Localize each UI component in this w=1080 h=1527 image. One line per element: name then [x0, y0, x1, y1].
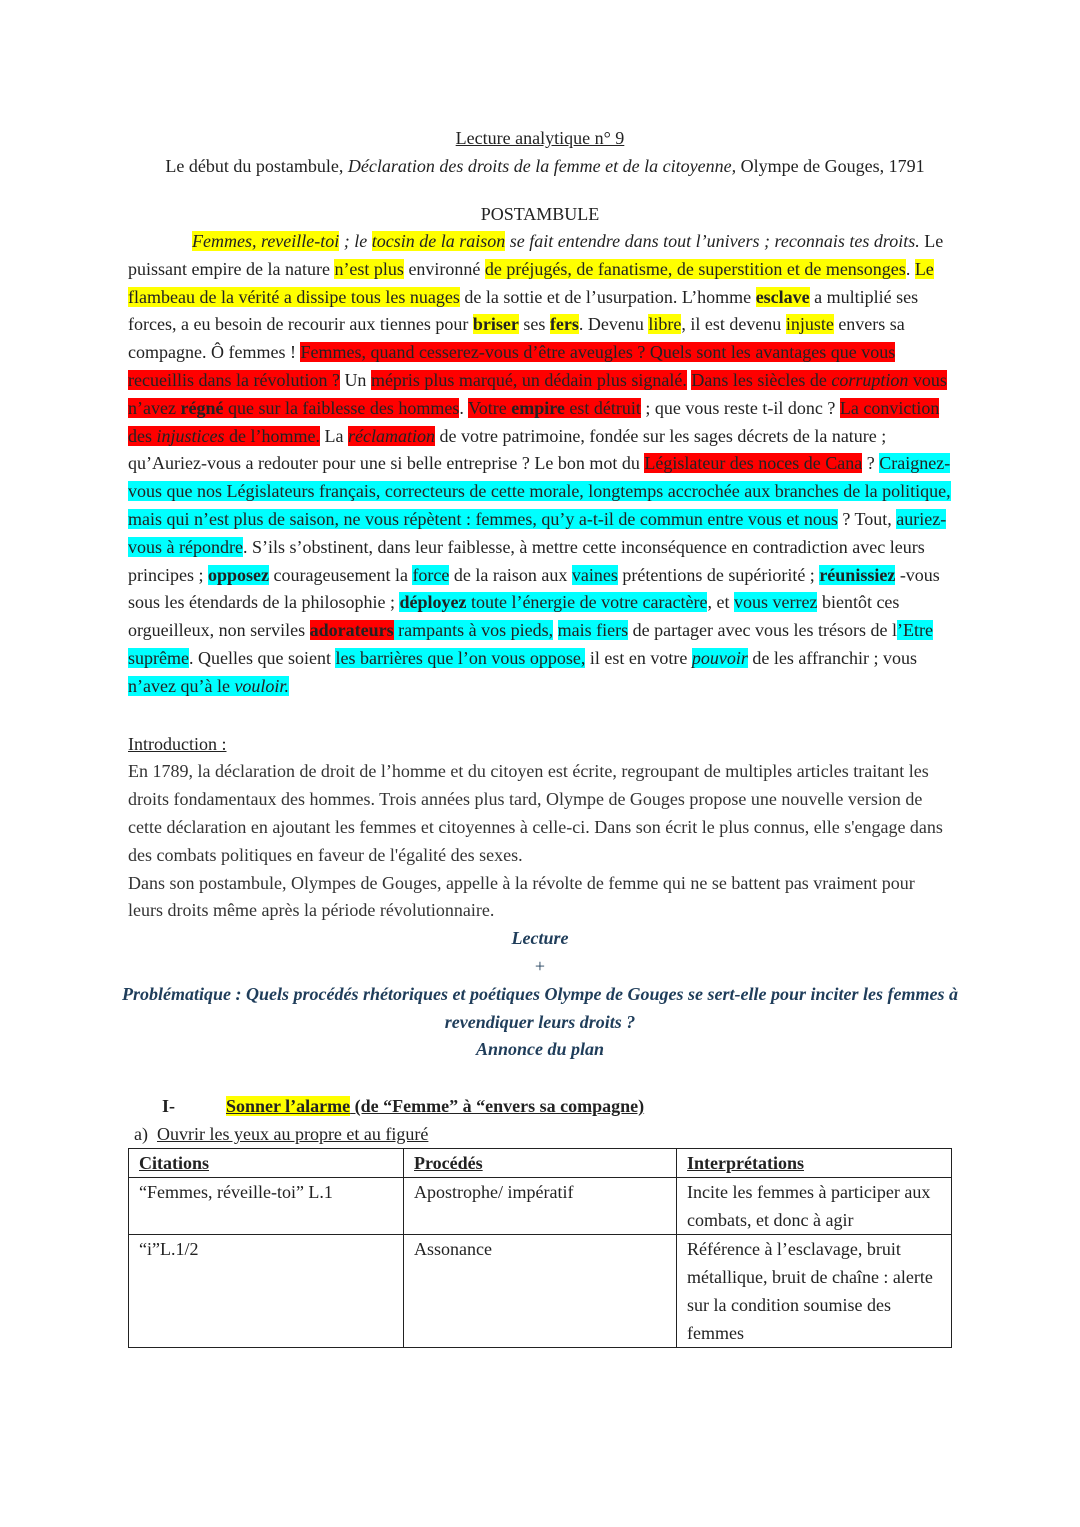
postambule-heading: POSTAMBULE [480, 204, 600, 224]
introduction-section [122, 731, 958, 1065]
plus-sign: + [534, 955, 546, 976]
part-1-heading [128, 1092, 952, 1120]
part-1-title-highlight: Sonner l’alarme [226, 1096, 351, 1117]
table-header-citations: Citations [129, 1149, 404, 1178]
introduction-paragraph-1: En 1789, la déclaration de droit de l’homme et du citoyen est écrite, regroupant de multiples articles traitant les droits fondamentaux des hommes. Trois années plus tard, Olympe de Gouges propose une nouvelle version de cette déclaration en ajoutant les femmes et citoyennes à celle-ci. Dans son écrit le plus connus, elle s'engage dans des combats politiques en faveur de l'égalité des sexes. [128, 761, 943, 865]
part-1-title-rest: (de “Femme” à “envers sa compagne) [350, 1096, 645, 1117]
part-1-subsection: a) Ouvrir les yeux au propre et au figuré [134, 1124, 429, 1145]
introduction-heading: Introduction : [128, 733, 227, 754]
lecture-label: Lecture [511, 928, 569, 949]
part-1-number: I- [162, 1096, 175, 1117]
table-cell: Référence à l’esclavage, bruit métallique, bruit de chaîne : alerte sur la condition soumise des femmes [677, 1235, 952, 1348]
table-header-row [129, 1149, 952, 1178]
table-header-procedes: Procédés [404, 1149, 677, 1178]
table-cell: Apostrophe/ impératif [404, 1178, 677, 1235]
document-page [122, 124, 958, 1348]
table-cell: Incite les femmes à participer aux combats, et donc à agir [677, 1178, 952, 1235]
document-subtitle: Le début du postambule, Déclaration des droits de la femme et de la citoyenne, Olympe de Gouges, 1791 [165, 156, 925, 176]
introduction-paragraph-2: Dans son postambule, Olympes de Gouges, appelle à la révolte de femme qui ne se battent pas vraiment pour leurs droits même après la période révolutionnaire. [128, 872, 915, 921]
document-title: Lecture analytique n° 9 [455, 128, 625, 148]
table-row [129, 1178, 952, 1235]
table-cell: “Femmes, réveille-toi” L.1 [129, 1178, 404, 1235]
problematique: Problématique : Quels procédés rhétoriques et poétiques Olympe de Gouges se sert-elle pour inciter les femmes à revendiquer leurs droits ? [122, 983, 958, 1032]
table-cell: “i”L.1/2 [129, 1235, 404, 1348]
postambule-text [128, 228, 952, 701]
annonce-du-plan: Annonce du plan [475, 1039, 605, 1060]
table-cell: Assonance [404, 1235, 677, 1348]
table-header-interpretations: Interprétations [677, 1149, 952, 1178]
analysis-table [128, 1148, 952, 1348]
postambule-paragraph: Femmes, reveille-toi ; le tocsin de la raison se fait entendre dans tout l’univers ; reconnais tes droits. Le puissant empire de la nature n’est plus environné de préjugés, de fanatisme, de superstition et de mensonges. Le flambeau de la vérité a dissipe tous les nuages de la sottie et de l’usurpation. L’homme esclave a multiplié ses forces, a eu besoin de recourir aux tiennes pour briser ses fers. Devenu libre, il est devenu injuste envers sa compagne. Ô femmes ! Femmes, quand cesserez-vous d’être aveugles ? Quels sont les avantages que vous recueillis dans la révolution ? Un mépris plus marqué, un dédain plus signalé. Dans les siècles de corruption vous n’avez régné que sur la faiblesse des hommes. Votre empire est détruit ; que vous reste t-il donc ? La conviction des injustices de l’homme. La réclamation de votre patrimoine, fondée sur les sages décrets de la nature ; qu’Auriez-vous a redouter pour une si belle entreprise ? Le bon mot du Législateur des noces de Cana ? Craignez-vous que nos Législateurs français, correcteurs de cette morale, longtemps accrochée aux branches de la politique, mais qui n’est plus de saison, ne vous répètent : femmes, qu’y a-t-il de commun entre vous et nous ? Tout, auriez-vous à répondre. S’ils s’obstinent, dans leur faiblesse, à mettre cette inconséquence en contradiction avec leurs principes ; opposez courageusement la force de la raison aux vaines prétentions de supériorité ; réunissiez -vous sous les étendards de la philosophie ; déployez toute l’énergie de votre caractère, et vous verrez bientôt ces orgueilleux, non serviles adorateurs rampants à vos pieds, mais fiers de partager avec vous les trésors de l’Etre suprême. Quelles que soient les barrières que l’on vous oppose, il est en votre pouvoir de les affranchir ; vous n’avez qu’à le vouloir. [128, 231, 951, 696]
table-row [129, 1235, 952, 1348]
